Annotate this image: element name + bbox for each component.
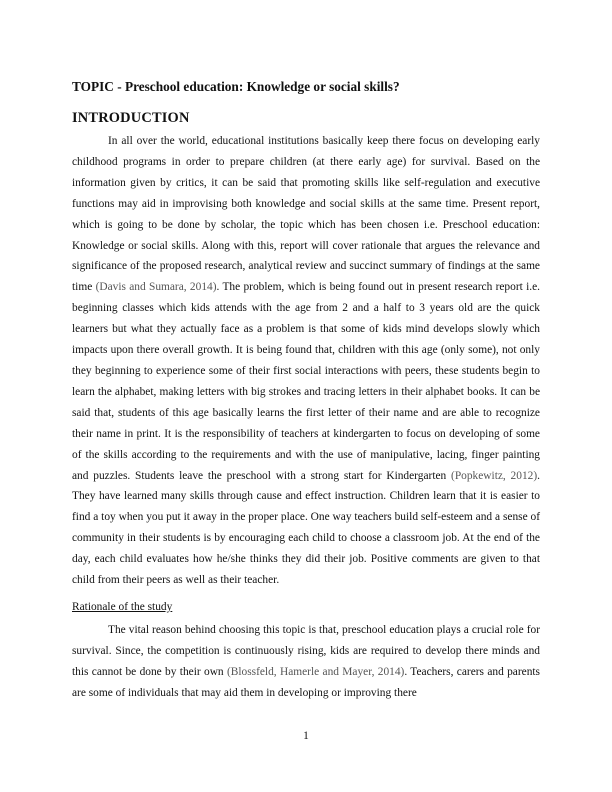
section-heading-introduction: INTRODUCTION	[72, 110, 190, 126]
subheading-rationale: Rationale of the study	[72, 600, 173, 613]
topic-title: TOPIC - Preschool education: Knowledge or social skills?	[72, 79, 400, 94]
citation-davis-sumara: (Davis and Sumara, 2014)	[95, 281, 217, 294]
page-number: 1	[303, 730, 309, 742]
intro-text-part-1: In all over the world, educational institutions basically keep there focus on developing early childhood programs in order to prepare children (at there early age) for survival. Based on the information given by critics, it can be said that promoting skills like self-regulation and executive functions may aid in improvising both knowledge and social skills at the same time. Present report, which is going to be done by scholar, the topic which has been chosen i.e. Preschool education: Knowledge or social skills. Along with this, report will cover rationale that argues the relevance and significance of the proposed research, analytical review and succinct summary of findings at the same time	[72, 135, 540, 294]
rationale-paragraph	[72, 620, 540, 704]
citation-popkewitz: (Popkewitz, 2012)	[451, 469, 538, 482]
page-content	[72, 78, 540, 704]
rationale-text-part-1: The vital reason behind choosing this topic is that, preschool education plays a crucial role for survival. Since, the competition is continuously rising, kids are required to develop there minds and this cannot be done by their own	[72, 623, 540, 678]
intro-text-part-3: . They have learned many skills through cause and effect instruction. Children learn that it is easier to find a toy when you put it away in the proper place. One way teachers build self-esteem and a sense of community in their students is by encouraging each child to choose a classroom job. At the end of the day, each child evaluates how he/she thinks they did their job. Positive comments are given to that child from their peers as well as their teacher.	[72, 469, 540, 587]
intro-text-part-2: . The problem, which is being found out in present research report i.e. beginning classes which kids attends with the age from 2 and a half to 3 years old are the quick learners but what they actually face as a problem is that some of kids mind develops slowly which impacts upon there overall growth. It is being found that, children with this age (only some), not only they beginning to experience some of their first social interactions with peers, these students begin to learn the alphabet, making letters with big strokes and tracing letters in their alphabet books. It can be said that, students of this age basically learns the first letter of their name and are able to recognize their name in print. It is the responsibility of teachers at kindergarten to focus on developing of some of the skills according to the requirements and with the use of manipulative, lacing, finger painting and puzzles. Students leave the preschool with a strong start for Kindergarten	[72, 281, 541, 482]
intro-paragraph	[72, 131, 540, 591]
citation-blossfeld: (Blossfeld, Hamerle and Mayer, 2014)	[226, 665, 405, 678]
rationale-text-part-2: . Teachers, carers and parents are some of individuals that may aid them in developing or improving there	[72, 665, 540, 699]
